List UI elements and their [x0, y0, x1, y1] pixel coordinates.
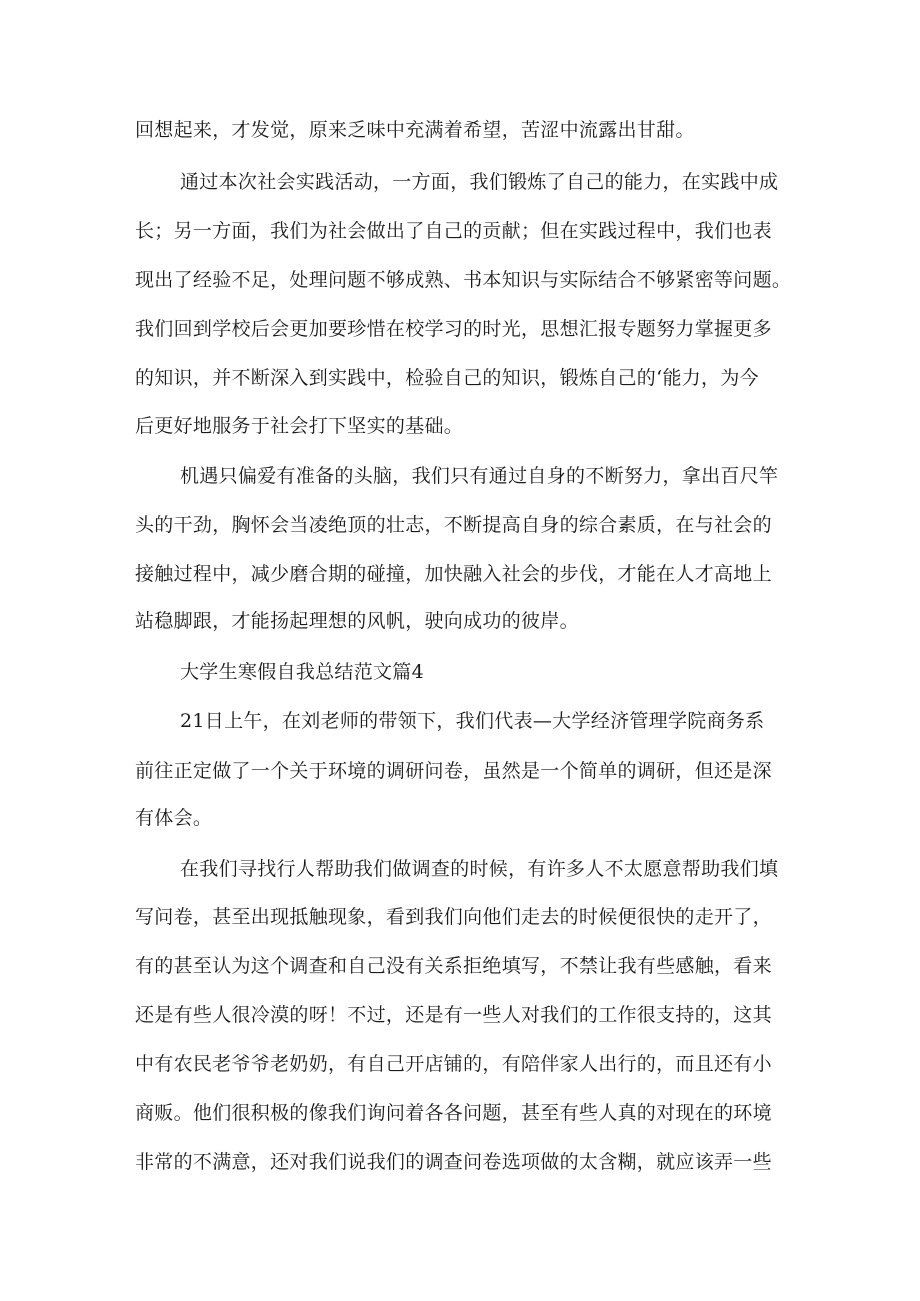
text-line: 非常的不满意，还对我们说我们的调查问卷选项做的太含糊，就应该弄一些	[135, 1151, 772, 1173]
text-line: 有体会。	[135, 807, 213, 829]
section-heading: 大学生寒假自我总结范文篇4	[180, 661, 424, 683]
text-line: 的知识，并不断深入到实践中，检验自己的知识，锻炼自己的‘能力，为今	[135, 367, 759, 389]
text-line: 商贩。他们很积极的像我们询问着各各问题，甚至有些人真的对现在的环境	[135, 1102, 772, 1124]
text-line: 接触过程中，减少磨合期的碰撞，加快融入社会的步伐，才能在人才高地上	[135, 563, 772, 585]
text-line: 通过本次社会实践活动，一方面，我们锻炼了自己的能力，在实践中成	[180, 171, 779, 193]
text-line: 还是有些人很冷漠的呀！不过，还是有一些人对我们的工作很支持的，这其	[135, 1004, 772, 1026]
text-line: 后更好地服务于社会打下坚实的基础。	[135, 415, 464, 437]
text-line: 在我们寻找行人帮助我们做调查的时候，有许多人不太愿意帮助我们填	[180, 858, 779, 880]
text-line: 现出了经验不足，处理问题不够成熟、书本知识与实际结合不够紧密等问题。	[135, 269, 792, 291]
text-line: 站稳脚跟，才能扬起理想的风帆，驶向成功的彼岸。	[135, 610, 579, 632]
text-line: 21日上午，在刘老师的带领下，我们代表—大学经济管理学院商务系	[180, 710, 765, 732]
text-line: 头的干劲，胸怀会当凌绝顶的壮志，不断提高自身的综合素质，在与社会的	[135, 514, 772, 536]
text-line: 中有农民老爷爷老奶奶，有自己开店铺的，有陪伴家人出行的，而且还有小	[135, 1053, 772, 1075]
text-line: 前往正定做了一个关于环境的调研问卷，虽然是一个简单的调研，但还是深	[135, 760, 772, 782]
text-line: 机遇只偏爱有准备的头脑，我们只有通过自身的不断努力，拿出百尺竿	[180, 465, 779, 487]
text-line: 回想起来，才发觉，原来乏味中充满着希望，苦涩中流露出甘甜。	[135, 119, 695, 141]
text-line: 有的甚至认为这个调查和自己没有关系拒绝填写，不禁让我有些感触，看来	[135, 955, 772, 977]
text-line: 长；另一方面，我们为社会做出了自己的贡献；但在实践过程中，我们也表	[135, 220, 772, 242]
text-line: 我们回到学校后会更加要珍惜在校学习的时光，思想汇报专题努力掌握更多	[135, 318, 772, 340]
text-line: 写问卷，甚至出现抵触现象，看到我们向他们走去的时候便很快的走开了，	[135, 906, 772, 928]
